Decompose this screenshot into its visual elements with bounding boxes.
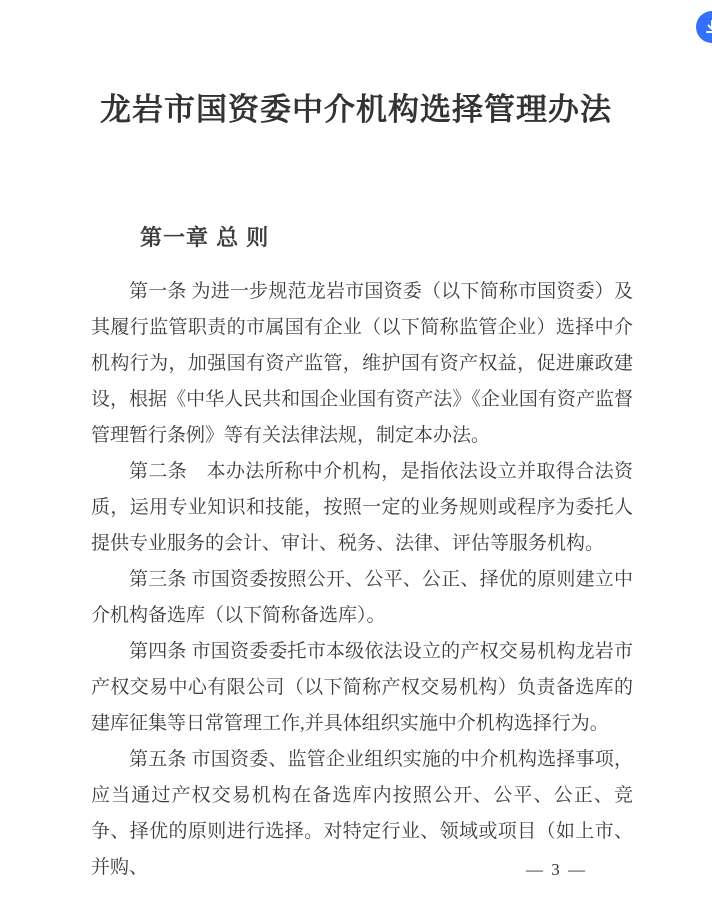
download-icon <box>704 19 712 35</box>
paragraph-article-3: 第三条 市国资委按照公开、公平、公正、择优的原则建立中介机构备选库（以下简称备选库）。 <box>91 569 633 626</box>
document-body <box>91 274 633 886</box>
paragraph-article-2: 第二条 本办法所称中介机构，是指依法设立并取得合法资质，运用专业知识和技能，按照一定的业务规则或程序为委托人提供专业服务的会计、审计、税务、法律、评估等服务机构。 <box>91 461 633 554</box>
floating-action-button[interactable] <box>696 11 712 43</box>
chapter-heading: 第一章 总 则 <box>140 225 270 250</box>
paragraph-article-4: 第四条 市国资委委托市本级依法设立的产权交易机构龙岩市产权交易中心有限公司（以下简称产权交易机构）负责备选库的建库征集等日常管理工作,并具体组织实施中介机构选择行为。 <box>91 641 633 734</box>
page-number: — 3 — <box>526 860 587 879</box>
paragraph-article-5: 第五条 市国资委、监管企业组织实施的中介机构选择事项，应当通过产权交易机构在备选库内按照公开、公平、公正、竞争、择优的原则进行选择。对特定行业、领域或项目（如上市、并购、 <box>91 749 633 878</box>
paragraph-article-1: 第一条 为进一步规范龙岩市国资委（以下简称市国资委）及其履行监管职责的市属国有企业（以下简称监管企业）选择中介机构行为，加强国有资产监管，维护国有资产权益，促进廉政建设，根据《中华人民共和国企业国有资产法》《企业国有资产监督管理暂行条例》等有关法律法规，制定本办法。 <box>91 281 633 446</box>
document-title: 龙岩市国资委中介机构选择管理办法 <box>100 92 612 127</box>
